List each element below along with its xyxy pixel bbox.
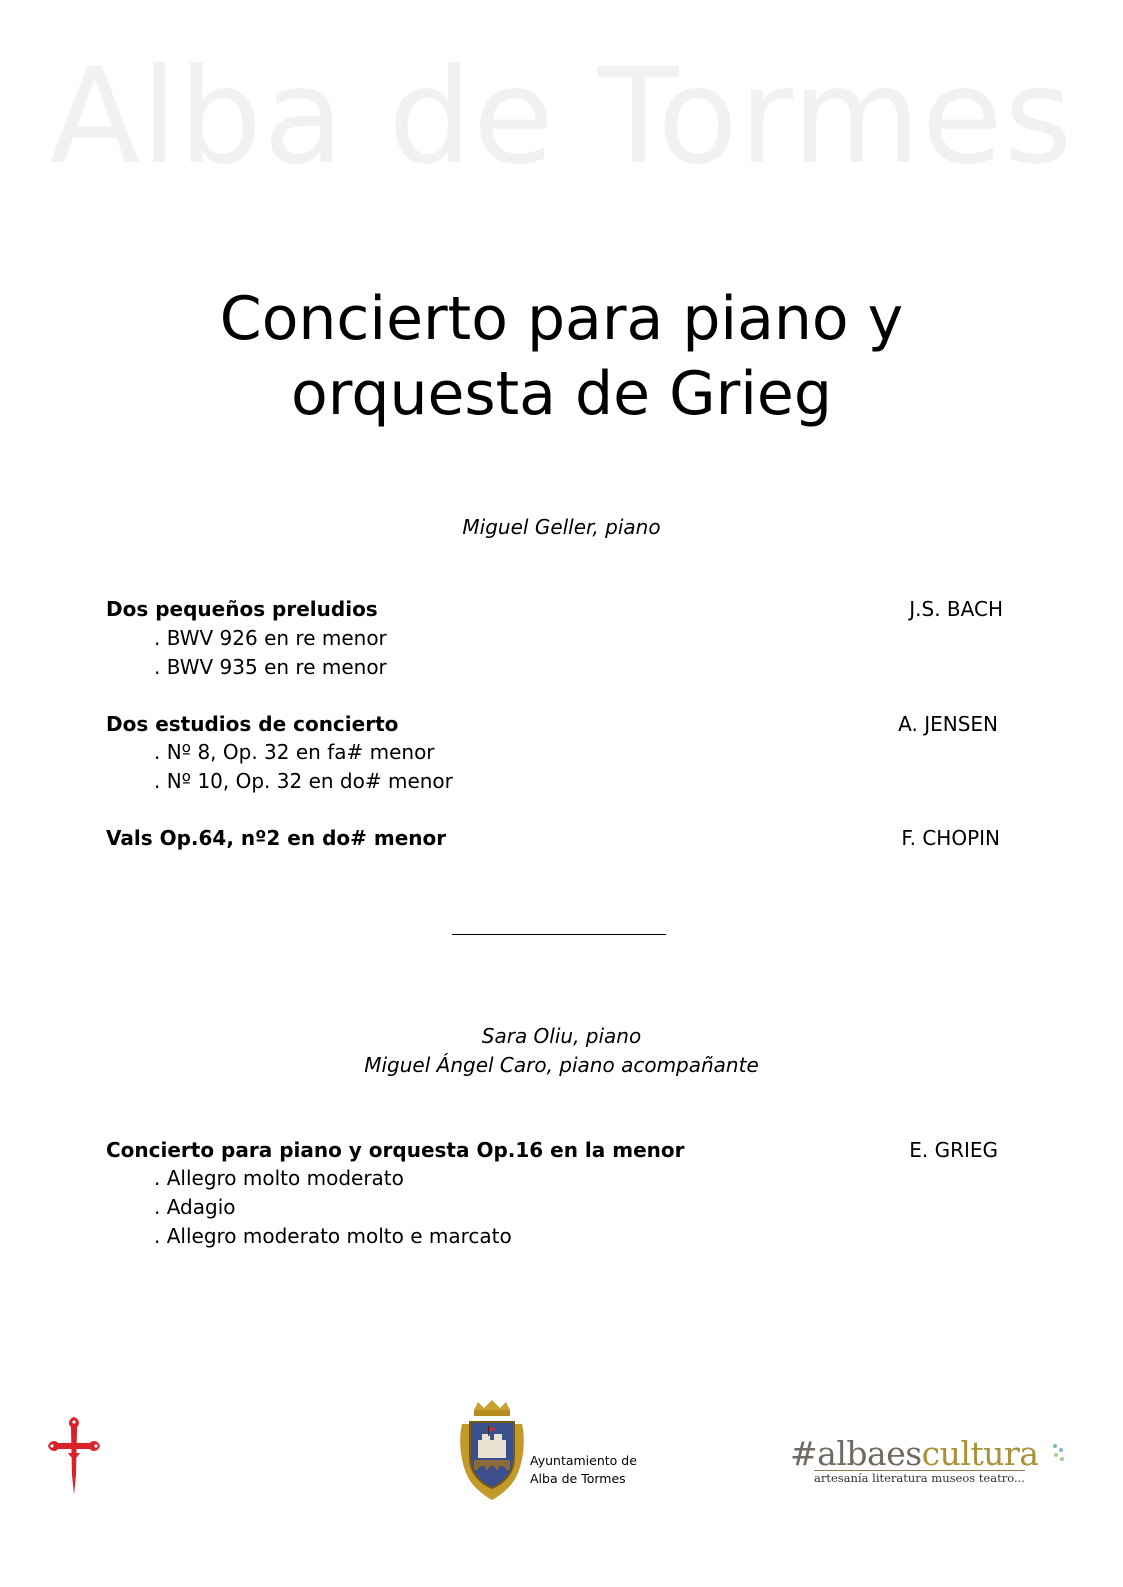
- hashtag-tagline: artesanía literatura museos teatro...: [814, 1471, 1025, 1485]
- coat-of-arms-icon: [456, 1400, 528, 1500]
- piece-title: Dos estudios de concierto: [106, 712, 399, 736]
- composer-name: J.S. BACH: [909, 597, 1003, 621]
- piece-title: Dos pequeños preludios: [106, 597, 378, 621]
- hashtag-part-3: cultura: [921, 1434, 1039, 1473]
- piece-movement: . BWV 935 en re menor: [154, 655, 387, 679]
- piece-title: Vals Op.64, nº2 en do# menor: [106, 826, 447, 850]
- council-name-line-1: Ayuntamiento de: [530, 1453, 637, 1468]
- piece-movement: . Allegro molto moderato: [154, 1166, 404, 1190]
- title-line-2: orquesta de Grieg: [291, 359, 832, 429]
- piece-title: Concierto para piano y orquesta Op.16 en la menor: [106, 1138, 685, 1162]
- santiago-cross-icon: [46, 1415, 102, 1497]
- piece-movement: . Nº 8, Op. 32 en fa# menor: [154, 740, 435, 764]
- performer-3: Miguel Ángel Caro, piano acompañante: [364, 1053, 759, 1077]
- composer-name: E. GRIEG: [909, 1138, 998, 1162]
- composer-name: F. CHOPIN: [901, 826, 1000, 850]
- section-divider: [452, 934, 666, 935]
- composer-name: A. JENSEN: [898, 712, 998, 736]
- hashtag-text: [790, 1436, 1038, 1472]
- council-name-line-2: Alba de Tormes: [530, 1471, 626, 1486]
- albaescultura-logo: [790, 1436, 1080, 1492]
- decorative-dots-icon: [1052, 1442, 1066, 1464]
- council-name: [530, 1452, 637, 1488]
- hashtag-part-1: #alba: [790, 1434, 887, 1473]
- performer-1: Miguel Geller, piano: [462, 515, 661, 539]
- hashtag-part-2: es: [886, 1434, 922, 1473]
- piece-movement: . Adagio: [154, 1195, 236, 1219]
- page-title: [0, 282, 1123, 432]
- performer-2: Sara Oliu, piano: [481, 1024, 642, 1048]
- title-line-1: Concierto para piano y: [219, 284, 904, 354]
- watermark-text: Alba de Tormes: [49, 40, 1074, 194]
- piece-row: [106, 709, 1006, 739]
- piece-row: [106, 823, 1006, 853]
- piece-movement: . BWV 926 en re menor: [154, 626, 387, 650]
- piece-movement: . Allegro moderato molto e marcato: [154, 1224, 512, 1248]
- piece-movement: . Nº 10, Op. 32 en do# menor: [154, 769, 453, 793]
- piece-row: [106, 594, 1006, 624]
- council-logo: [456, 1400, 656, 1502]
- piece-row: [106, 1135, 1006, 1165]
